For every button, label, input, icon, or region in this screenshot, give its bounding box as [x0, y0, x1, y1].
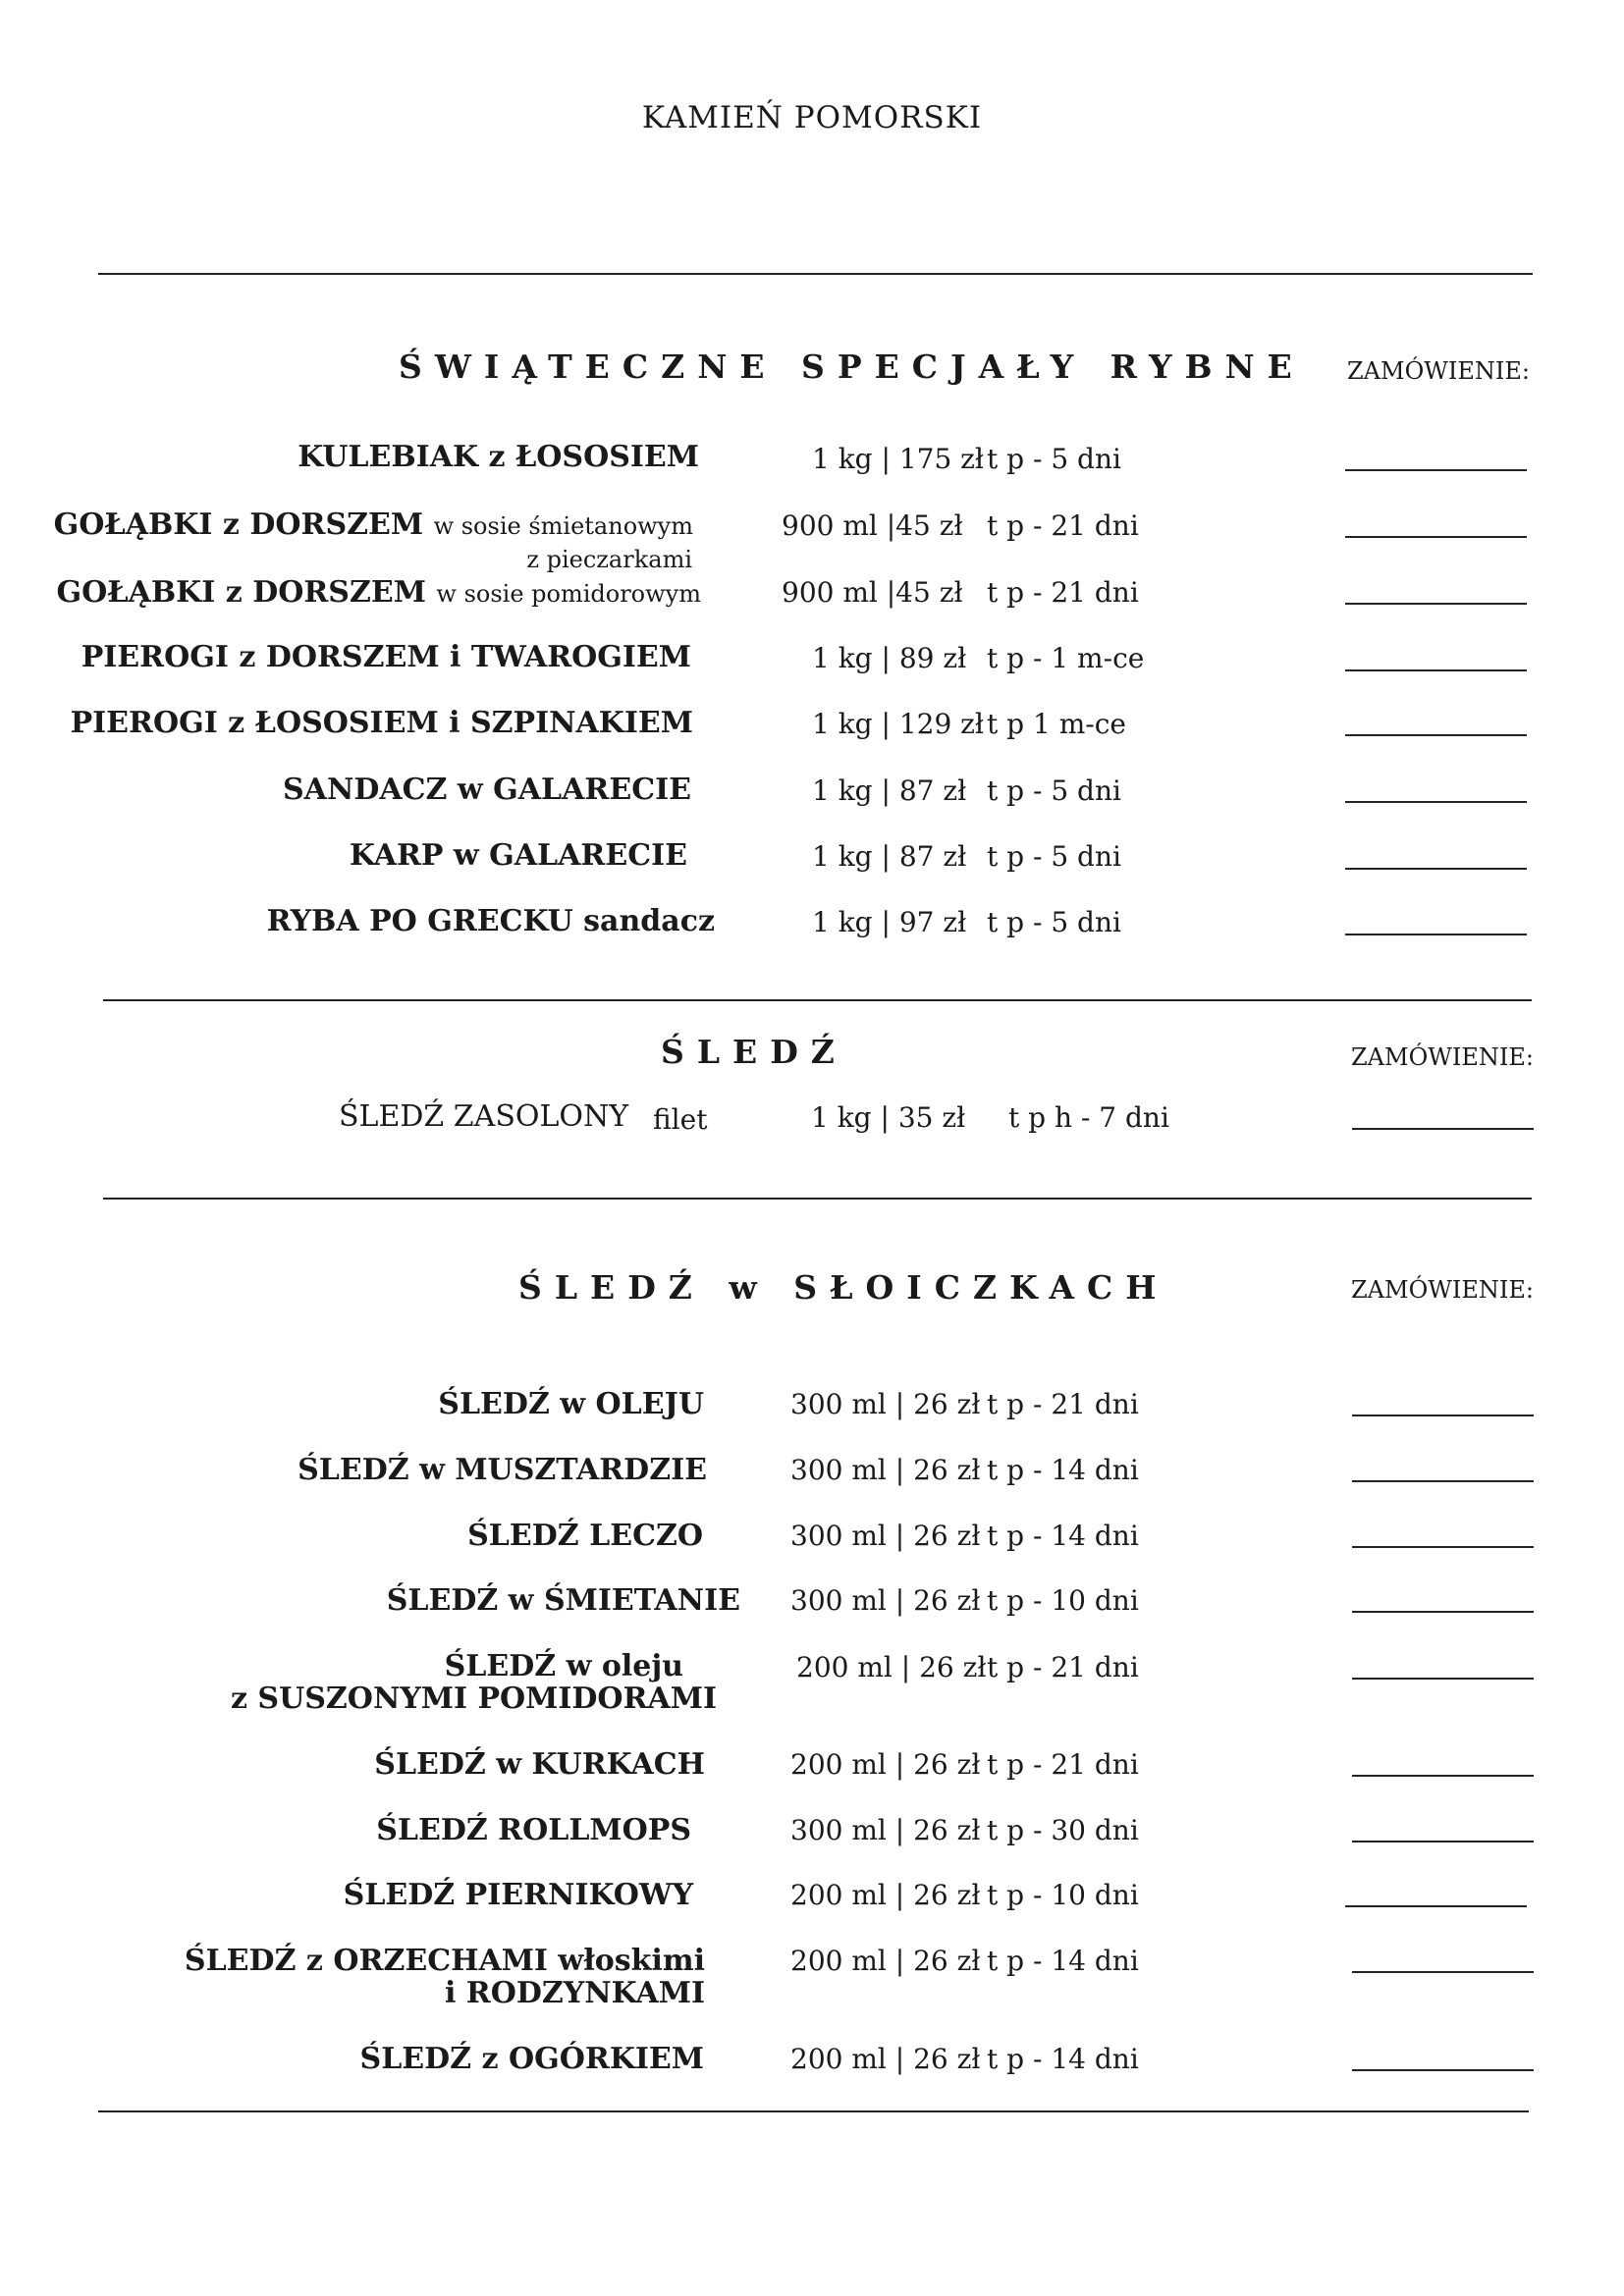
item-quantity-price: 900 ml |45 zł: [782, 576, 963, 609]
item-name: PIEROGI z ŁOSOSIEM i SZPINAKIEM: [70, 706, 693, 740]
section-title: ŚLEDŹ: [661, 1033, 847, 1071]
item-shelf-life: t p - 30 dni: [987, 1814, 1139, 1846]
order-field[interactable]: [1352, 1971, 1534, 1973]
item-name: ŚLEDŹ z ORZECHAMI włoskimi: [184, 1944, 705, 1978]
item-name: KULEBIAK z ŁOSOSIEM: [298, 440, 699, 474]
item-name: ŚLEDŹ w ŚMIETANIE: [386, 1583, 740, 1618]
item-name: ŚLEDŹ w oleju: [444, 1649, 683, 1683]
item-name: ŚLEDŹ LECZO: [467, 1519, 703, 1553]
order-field[interactable]: [1352, 2069, 1534, 2071]
item-name: SANDACZ w GALARECIE: [283, 773, 691, 807]
order-field[interactable]: [1345, 1905, 1527, 1907]
item-name: ŚLEDŹ w OLEJU: [438, 1387, 704, 1421]
item-name: PIEROGI z DORSZEM i TWAROGIEM: [81, 640, 691, 674]
item-quantity-price: 1 kg | 129 zł: [812, 708, 985, 740]
item-shelf-life: t p - 21 dni: [987, 1388, 1139, 1420]
item-shelf-life: t p - 14 dni: [987, 1945, 1139, 1977]
item-quantity-price: 200 ml | 26 zł: [790, 1879, 981, 1911]
order-field[interactable]: [1352, 1775, 1534, 1777]
item-name-line2: i RODZYNKAMI: [444, 1976, 705, 2010]
order-field[interactable]: [1352, 1128, 1534, 1130]
item-name: ŚLEDŹ z OGÓRKIEM: [359, 2042, 704, 2076]
item-shelf-life: t p - 5 dni: [987, 840, 1121, 873]
order-label: ZAMÓWIENIE:: [1351, 1276, 1535, 1304]
item-name: GOŁĄBKI z DORSZEM w sosie pomidorowym: [56, 575, 701, 610]
item-shelf-life: t p - 5 dni: [987, 443, 1121, 475]
order-field[interactable]: [1352, 1611, 1534, 1613]
item-shelf-life: t p - 5 dni: [987, 774, 1121, 807]
item-name: ŚLEDŹ ZASOLONY: [339, 1099, 629, 1134]
item-shelf-life: t p - 21 dni: [987, 509, 1139, 542]
order-field[interactable]: [1352, 1678, 1534, 1680]
item-shelf-life: t p - 21 dni: [987, 1748, 1139, 1781]
order-label: ZAMÓWIENIE:: [1347, 357, 1531, 385]
item-shelf-life: t p - 5 dni: [987, 906, 1121, 938]
order-field[interactable]: [1352, 1841, 1534, 1842]
item-name: ŚLEDŹ w MUSZTARDZIE: [298, 1453, 707, 1487]
section-title: ŚWIĄTECZNE SPECJAŁY RYBNE: [399, 347, 1305, 386]
order-field[interactable]: [1345, 734, 1527, 736]
order-field[interactable]: [1345, 934, 1527, 935]
item-quantity-price: 300 ml | 26 zł: [790, 1520, 981, 1552]
order-field[interactable]: [1345, 469, 1527, 471]
item-name: ŚLEDŹ w KURKACH: [374, 1747, 705, 1782]
item-shelf-life: t p - 14 dni: [987, 2043, 1139, 2075]
item-subtitle: z pieczarkami: [526, 546, 692, 573]
item-quantity-price: 1 kg | 97 zł: [812, 906, 967, 938]
item-shelf-life: t p - 14 dni: [987, 1520, 1139, 1552]
item-quantity-price: 300 ml | 26 zł: [790, 1454, 981, 1486]
item-quantity-price: 200 ml | 26 zł: [790, 1945, 981, 1977]
item-shelf-life: t p - 10 dni: [987, 1584, 1139, 1617]
divider: [103, 1198, 1532, 1200]
divider: [98, 273, 1533, 275]
item-shelf-life: t p h - 7 dni: [1008, 1101, 1169, 1134]
section-title: ŚLEDŹ w SŁOICZKACH: [518, 1268, 1169, 1307]
item-shelf-life: t p - 10 dni: [987, 1879, 1139, 1911]
divider: [98, 2110, 1529, 2112]
order-field[interactable]: [1345, 603, 1527, 605]
item-quantity-price: 300 ml | 26 zł: [790, 1388, 981, 1420]
item-name-line2: z SUSZONYMI POMIDORAMI: [230, 1682, 717, 1716]
item-name: GOŁĄBKI z DORSZEM w sosie śmietanowym: [53, 507, 693, 542]
item-quantity-price: 1 kg | 87 zł: [812, 840, 967, 873]
item-quantity-price: 900 ml |45 zł: [782, 509, 963, 542]
divider: [103, 999, 1532, 1001]
page-title: KAMIEŃ POMORSKI: [641, 100, 983, 135]
item-name: RYBA PO GRECKU sandacz: [266, 904, 715, 938]
order-field[interactable]: [1345, 868, 1527, 870]
item-quantity-price: 1 kg | 175 zł: [812, 443, 985, 475]
order-field[interactable]: [1352, 1546, 1534, 1548]
item-quantity-price: 300 ml | 26 zł: [790, 1584, 981, 1617]
item-shelf-life: t p - 1 m-ce: [987, 642, 1145, 674]
item-shelf-life: t p - 21 dni: [987, 576, 1139, 609]
item-note: filet: [653, 1103, 708, 1136]
order-field[interactable]: [1345, 801, 1527, 803]
item-shelf-life: t p 1 m-ce: [987, 708, 1126, 740]
item-quantity-price: 200 ml | 26 zł: [790, 1748, 981, 1781]
item-shelf-life: t p - 21 dni: [987, 1651, 1139, 1683]
item-quantity-price: 300 ml | 26 zł: [790, 1814, 981, 1846]
order-label: ZAMÓWIENIE:: [1351, 1043, 1535, 1071]
order-field[interactable]: [1352, 1480, 1534, 1482]
item-name: ŚLEDŹ ROLLMOPS: [376, 1813, 691, 1847]
item-shelf-life: t p - 14 dni: [987, 1454, 1139, 1486]
order-field[interactable]: [1352, 1415, 1534, 1416]
item-name: KARP w GALARECIE: [349, 838, 687, 873]
item-quantity-price: 1 kg | 89 zł: [812, 642, 967, 674]
item-quantity-price: 200 ml | 26 zł: [790, 2043, 981, 2075]
item-name: ŚLEDŹ PIERNIKOWY: [343, 1878, 693, 1912]
item-quantity-price: 1 kg | 87 zł: [812, 774, 967, 807]
order-field[interactable]: [1345, 536, 1527, 538]
item-quantity-price: 1 kg | 35 zł: [811, 1101, 966, 1134]
order-field[interactable]: [1345, 669, 1527, 671]
item-quantity-price: 200 ml | 26 zł: [796, 1651, 987, 1683]
